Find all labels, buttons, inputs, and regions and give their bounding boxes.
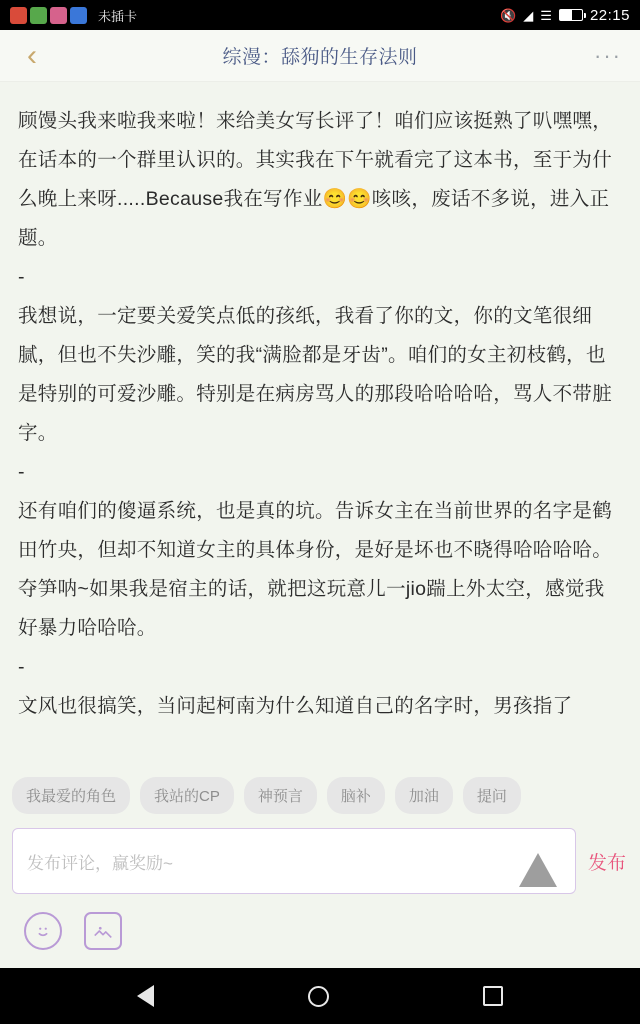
tag-chip-row[interactable] <box>0 765 640 824</box>
system-navigation-bar <box>0 968 640 1024</box>
comment-placeholder: 发布评论，赢奖励~ <box>27 853 173 873</box>
paragraph: 我想说，一定要关爱笑点低的孩纸，我看了你的文，你的文笔很细腻，但也不失沙雕，笑的我“满脸都是牙齿”。咱们的女主初枝鹤，也是特别的可爱沙雕。特别是在病房骂人的那段哈哈哈哈，骂人不带脏字。 <box>18 305 613 444</box>
battery-icon <box>559 9 583 21</box>
app-icon-blue <box>70 7 87 24</box>
page-title: 综漫：舔狗的生存法则 <box>222 47 418 68</box>
composer-tool-row <box>0 904 640 968</box>
more-options-icon[interactable]: ··· <box>594 42 622 68</box>
nav-home-button[interactable] <box>308 986 329 1007</box>
mute-icon: 🔇 <box>500 7 517 23</box>
nav-back-button[interactable] <box>137 985 154 1007</box>
send-triangle-icon[interactable] <box>519 853 557 887</box>
title-bar <box>0 30 640 82</box>
chip-question[interactable]: 提问 <box>463 777 521 814</box>
paragraph: 还有咱们的傻逼系统，也是真的坑。告诉女主在当前世界的名字是鹤田竹央，但却不知道女主的具体身份，是好是坏也不晓得哈哈哈哈。夺笋呐~如果我是宿主的话，就把这玩意儿一jio踹上外太空，感觉我好暴力哈哈哈。 <box>18 500 613 639</box>
back-icon[interactable]: ‹ <box>27 38 37 72</box>
chip-my-cp[interactable]: 我站的CP <box>140 777 234 814</box>
chip-cheer[interactable]: 加油 <box>395 777 453 814</box>
status-bar-left <box>10 6 137 25</box>
emoji-icon[interactable] <box>24 912 62 950</box>
status-bar-right <box>500 7 630 24</box>
carrier-label: 未插卡 <box>98 8 138 24</box>
chip-headcanon[interactable]: 脑补 <box>327 777 385 814</box>
wifi-icon: ◢ <box>523 7 534 23</box>
article-body[interactable] <box>0 82 640 765</box>
image-icon[interactable] <box>84 912 122 950</box>
app-icon-green <box>30 7 47 24</box>
paragraph-separator: - <box>18 266 25 288</box>
comment-composer <box>0 824 640 904</box>
status-bar <box>0 0 640 30</box>
chip-prophecy[interactable]: 神预言 <box>244 777 317 814</box>
comment-input[interactable] <box>12 828 576 894</box>
signal-icon: ☰ <box>540 7 552 23</box>
chip-favorite-character[interactable]: 我最爱的角色 <box>12 777 130 814</box>
notification-icons <box>10 7 87 24</box>
clock-label: 22:15 <box>589 6 630 24</box>
paragraph: 顾馒头我来啦我来啦！来给美女写长评了！咱们应该挺熟了叭嘿嘿，在话本的一个群里认识的。其实我在下午就看完了这本书，至于为什么晚上来呀.....Because我在写作业😊😊咳咳，废话不多说，进入正题。 <box>18 110 613 249</box>
paragraph-separator: - <box>18 656 25 678</box>
publish-button[interactable]: 发布 <box>587 852 626 874</box>
app-icon-red <box>10 7 27 24</box>
nav-recents-button[interactable] <box>483 986 503 1006</box>
paragraph: 文风也很搞笑，当问起柯南为什么知道自己的名字时，男孩指了 <box>18 695 573 717</box>
app-icon-pink <box>50 7 67 24</box>
paragraph-separator: - <box>18 461 25 483</box>
